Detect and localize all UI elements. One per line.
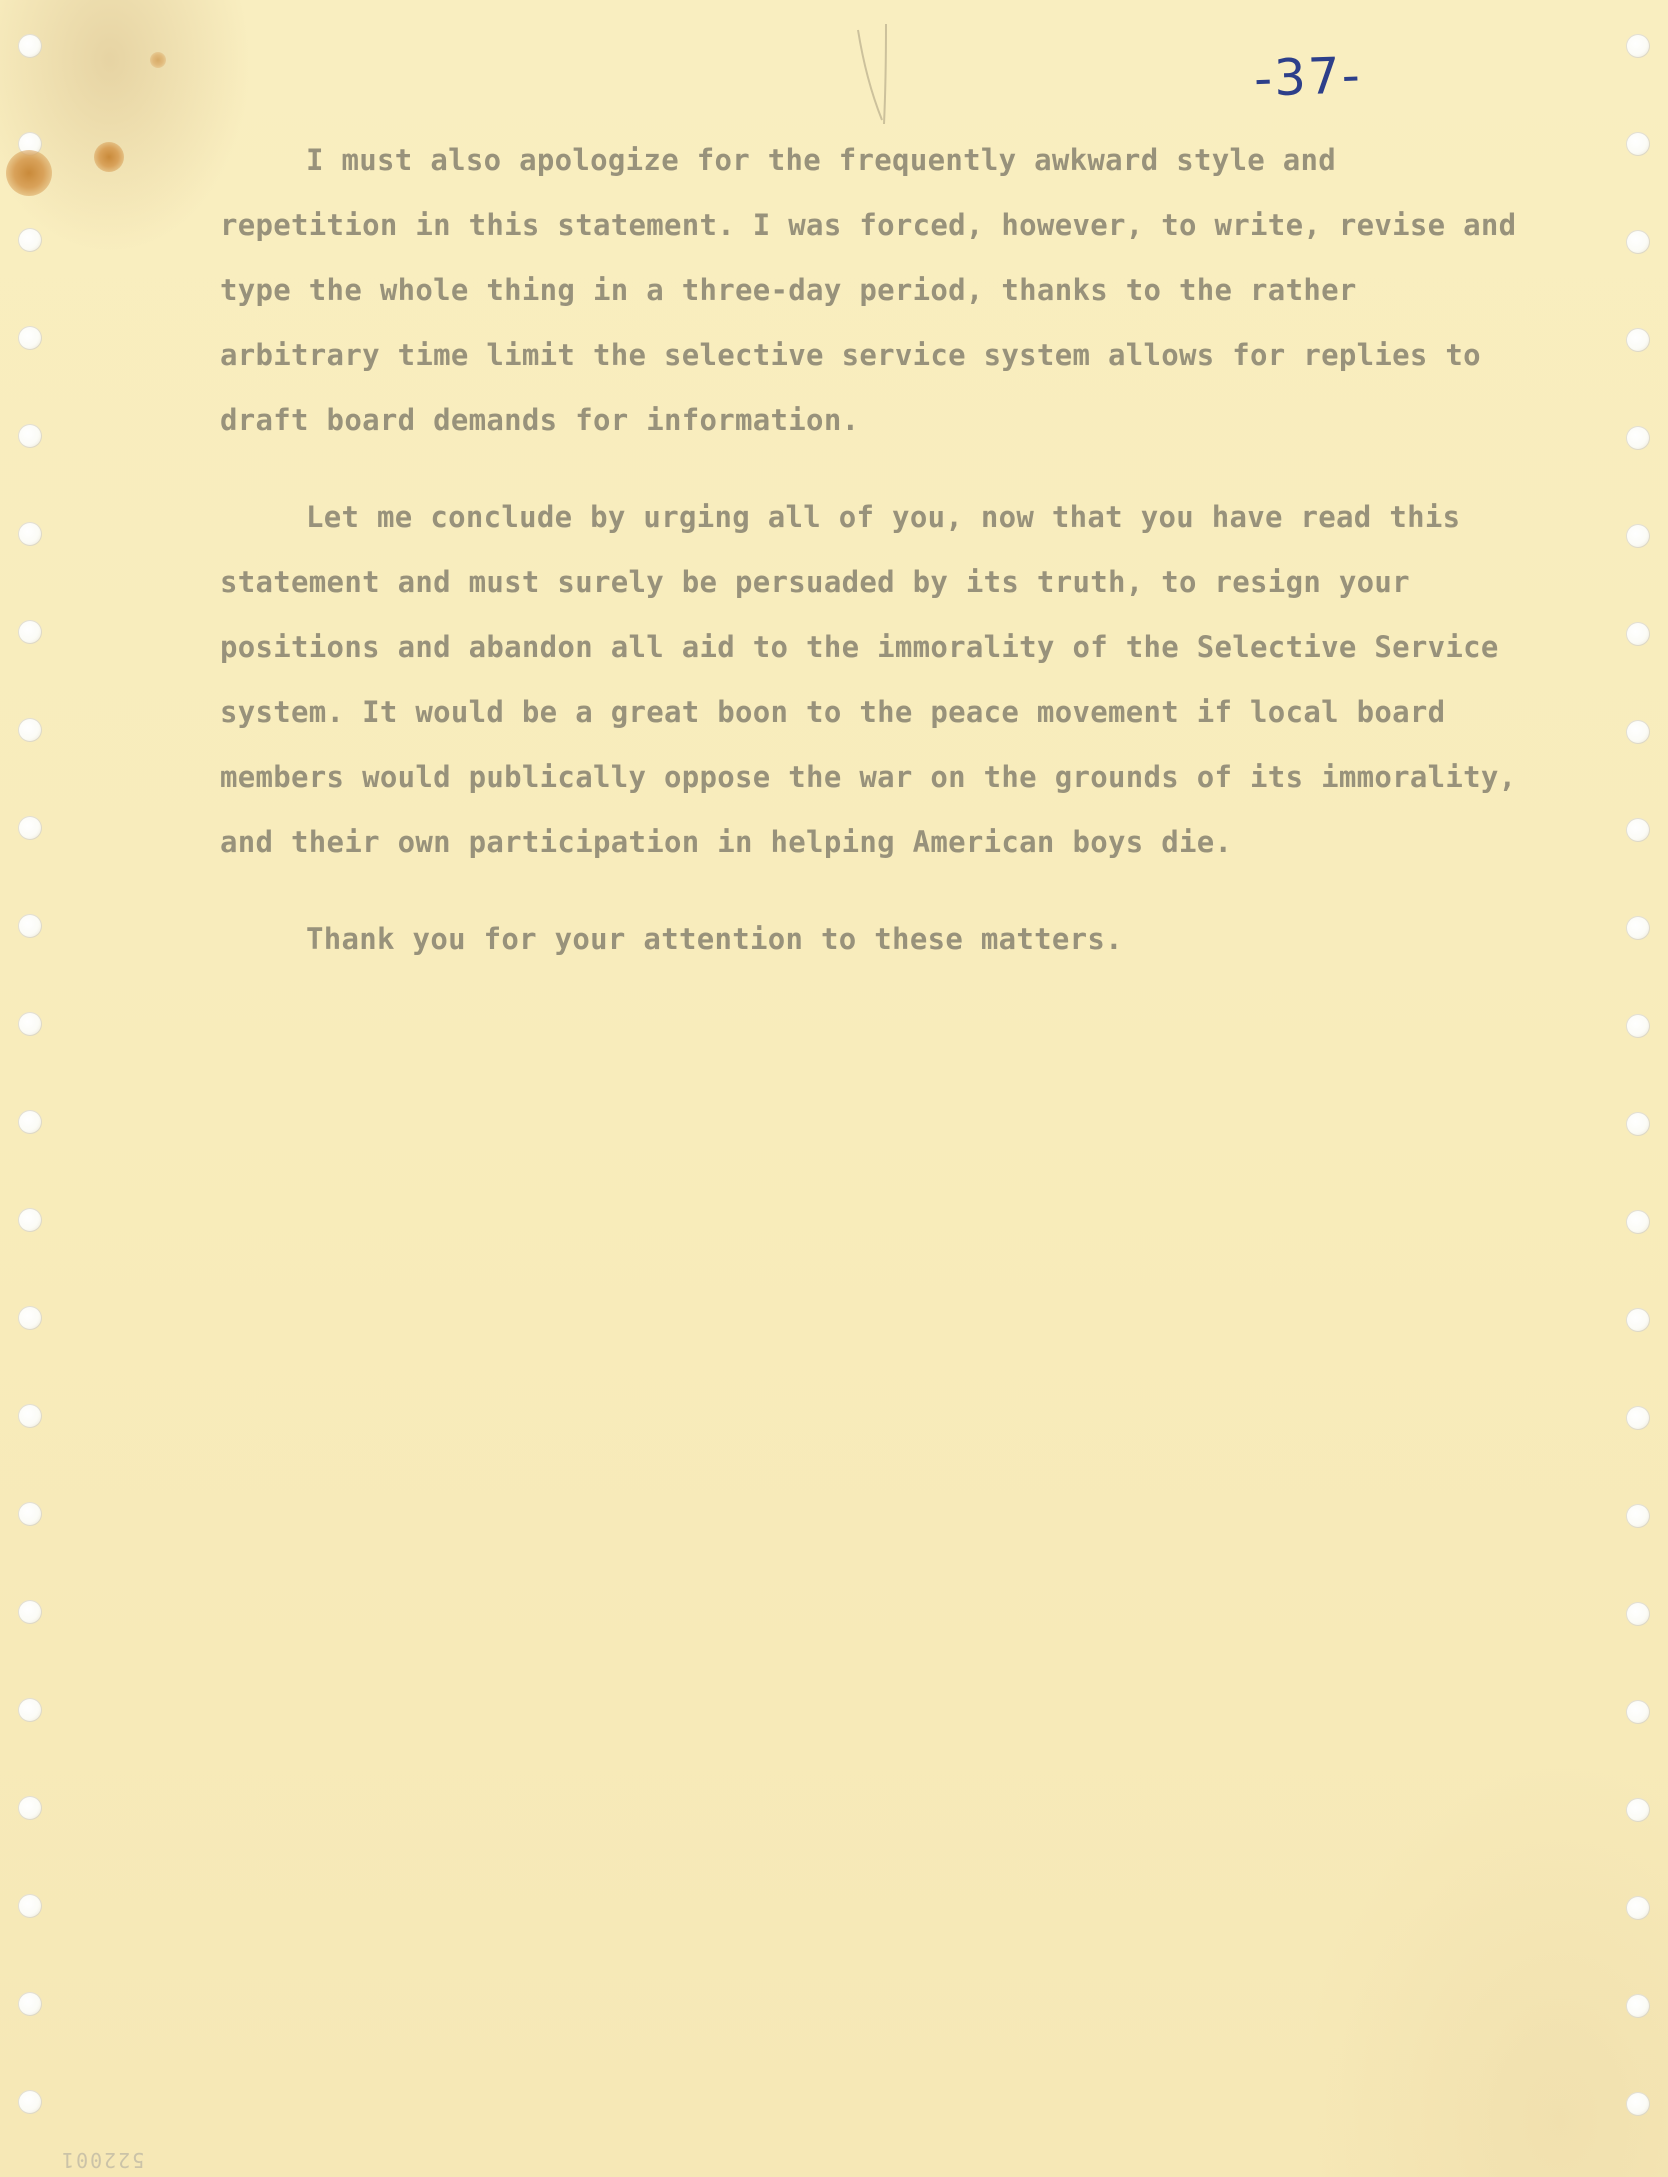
tractor-hole — [1626, 1798, 1650, 1822]
paragraph: Let me conclude by urging all of you, now that you have read this statement and must surely be persuaded by its truth, to resign your positions and abandon all aid to the immorality of the Selective Service system. It would be a great boon to the peace movement if local board members would publically oppose the war on the grounds of its immorality, and their own participation in helping American boys die. — [220, 500, 1517, 859]
tractor-hole — [1626, 132, 1650, 156]
tractor-hole — [1626, 1112, 1650, 1136]
tractor-hole — [18, 1110, 42, 1134]
left-tractor-holes — [10, 0, 54, 2177]
tractor-hole — [18, 1502, 42, 1526]
tractor-hole — [1626, 2092, 1650, 2116]
tractor-hole — [18, 914, 42, 938]
tractor-hole — [1626, 720, 1650, 744]
tractor-hole — [18, 1698, 42, 1722]
tractor-hole — [1626, 34, 1650, 58]
edge-stamp: 522001 — [60, 2148, 145, 2172]
tractor-hole — [1626, 1308, 1650, 1332]
tractor-hole — [18, 620, 42, 644]
tractor-hole — [1626, 1014, 1650, 1038]
rust-stain — [150, 52, 166, 68]
tractor-hole — [1626, 1896, 1650, 1920]
tractor-hole — [18, 1012, 42, 1036]
tractor-hole — [18, 1796, 42, 1820]
rust-stain — [94, 142, 124, 172]
pencil-mark — [852, 20, 912, 130]
tractor-hole — [1626, 1504, 1650, 1528]
page-number: -37- — [1253, 46, 1363, 108]
tractor-hole — [1626, 1700, 1650, 1724]
tractor-hole — [1626, 916, 1650, 940]
tractor-hole — [18, 1894, 42, 1918]
right-tractor-holes — [1618, 0, 1662, 2177]
tractor-hole — [1626, 818, 1650, 842]
tractor-hole — [1626, 328, 1650, 352]
rust-stain — [6, 150, 52, 196]
tractor-hole — [1626, 426, 1650, 450]
tractor-hole — [1626, 1994, 1650, 2018]
tractor-hole — [18, 424, 42, 448]
tractor-hole — [18, 718, 42, 742]
tractor-hole — [18, 2090, 42, 2114]
tractor-hole — [1626, 1406, 1650, 1430]
tractor-hole — [18, 1306, 42, 1330]
tractor-hole — [18, 34, 42, 58]
tractor-hole — [18, 1600, 42, 1624]
tractor-hole — [18, 816, 42, 840]
tractor-hole — [18, 326, 42, 350]
typed-body — [220, 128, 1520, 1004]
tractor-hole — [18, 1208, 42, 1232]
tractor-hole — [1626, 1602, 1650, 1626]
tractor-hole — [18, 228, 42, 252]
tractor-hole — [1626, 230, 1650, 254]
tractor-hole — [18, 1992, 42, 2016]
paragraph: Thank you for your attention to these matters. — [306, 922, 1123, 956]
tractor-hole — [1626, 622, 1650, 646]
paragraph: I must also apologize for the frequently awkward style and repetition in this statement. I was forced, however, to write, revise and type the whole thing in a three-day period, thanks to the rather arbitrary time limit the selective service system allows for replies to draft board demands for information. — [220, 143, 1517, 437]
tractor-hole — [1626, 1210, 1650, 1234]
tractor-hole — [18, 522, 42, 546]
tractor-hole — [18, 1404, 42, 1428]
tractor-hole — [1626, 524, 1650, 548]
